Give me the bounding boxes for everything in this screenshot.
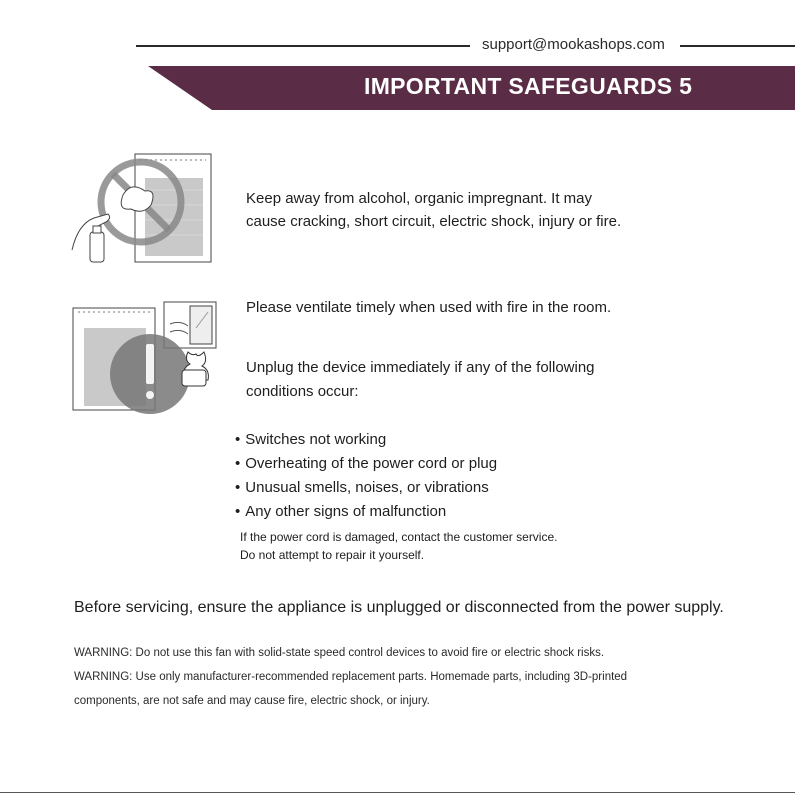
- list-item: • Any other signs of malfunction: [235, 500, 497, 524]
- unplug-line-1: Unplug the device immediately if any of the following: [246, 359, 595, 376]
- ventilate-text: Please ventilate timely when used with fire in the room.: [246, 299, 612, 316]
- unplug-line-2: conditions occur:: [246, 383, 359, 400]
- malfunction-bullet-list: [235, 428, 497, 524]
- no-alcohol-spray-illustration-icon: [68, 150, 218, 265]
- header-rule-left: [136, 45, 470, 47]
- support-email[interactable]: support@mookashops.com: [482, 36, 665, 53]
- list-item: • Unusual smells, noises, or vibrations: [235, 476, 497, 500]
- warning-replacement-parts-cont: components, are not safe and may cause fire, electric shock, or injury.: [74, 695, 430, 707]
- warning-replacement-parts: WARNING: Use only manufacturer-recommended replacement parts. Homemade parts, including 3D-printed: [74, 671, 628, 683]
- list-item: • Overheating of the power cord or plug: [235, 452, 497, 476]
- repair-note: Do not attempt to repair it yourself.: [240, 548, 425, 562]
- alcohol-warning-line-2: cause cracking, short circuit, electric shock, injury or fire.: [246, 213, 622, 230]
- header-rule-right: [680, 45, 795, 47]
- warning-speed-control: WARNING: Do not use this fan with solid-state speed control devices to avoid fire or electric shock risks.: [74, 647, 605, 659]
- list-item: • Switches not working: [235, 428, 497, 452]
- power-cord-note: If the power cord is damaged, contact the customer service.: [240, 530, 558, 544]
- bottom-divider: [0, 792, 795, 793]
- servicing-notice: Before servicing, ensure the appliance is unplugged or disconnected from the power supply.: [74, 599, 724, 616]
- page-title: IMPORTANT SAFEGUARDS 5: [364, 73, 693, 99]
- ventilate-fire-warning-illustration-icon: [70, 298, 220, 416]
- alcohol-warning-line-1: Keep away from alcohol, organic impregnant. It may: [246, 190, 593, 207]
